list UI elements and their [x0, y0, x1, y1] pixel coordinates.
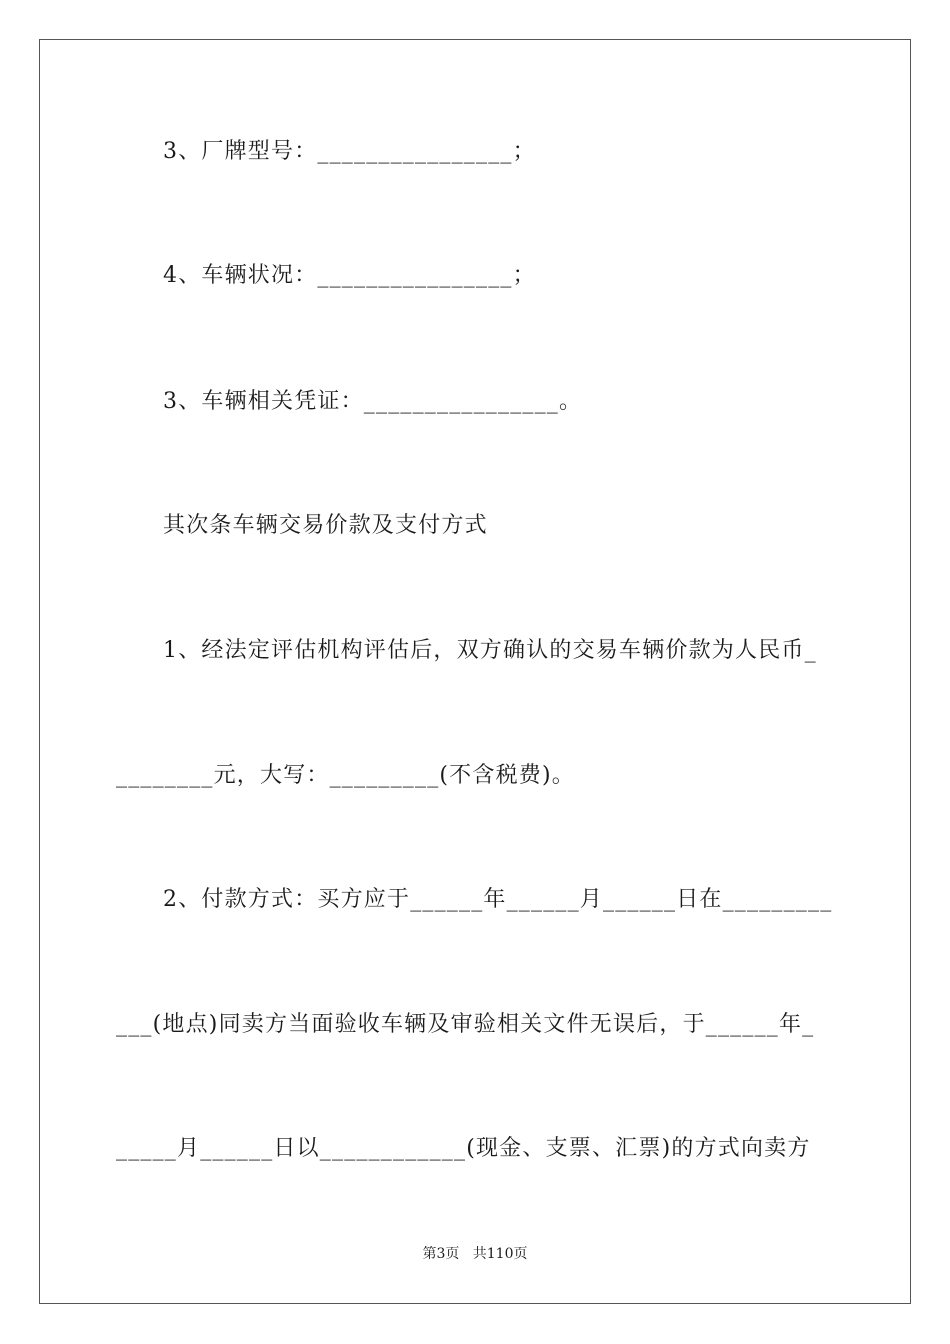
paragraph-price-line-1: 1、经法定评估机构评估后，双方确认的交易车辆价款为人民币_: [163, 638, 817, 663]
item-brand-model: 3、厂牌型号：________________；: [163, 139, 536, 164]
paragraph-price-line-2: ________元，大写：_________(不含税费)。: [116, 763, 575, 788]
page-number-footer: 第3页 共110页: [422, 1246, 528, 1262]
page-border: [39, 39, 911, 1304]
item-vehicle-condition: 4、车辆状况：________________；: [163, 263, 536, 288]
section-heading-price-payment: 其次条车辆交易价款及支付方式: [163, 513, 488, 538]
paragraph-payment-line-3: _____月______日以____________(现金、支票、汇票)的方式向卖方: [116, 1136, 811, 1161]
paragraph-payment-line-2: ___(地点)同卖方当面验收车辆及审验相关文件无误后，于______年_: [116, 1012, 815, 1037]
item-vehicle-documents: 3、车辆相关凭证：________________。: [163, 389, 583, 414]
paragraph-payment-line-1: 2、付款方式：买方应于______年______月______日在_________: [163, 887, 833, 912]
